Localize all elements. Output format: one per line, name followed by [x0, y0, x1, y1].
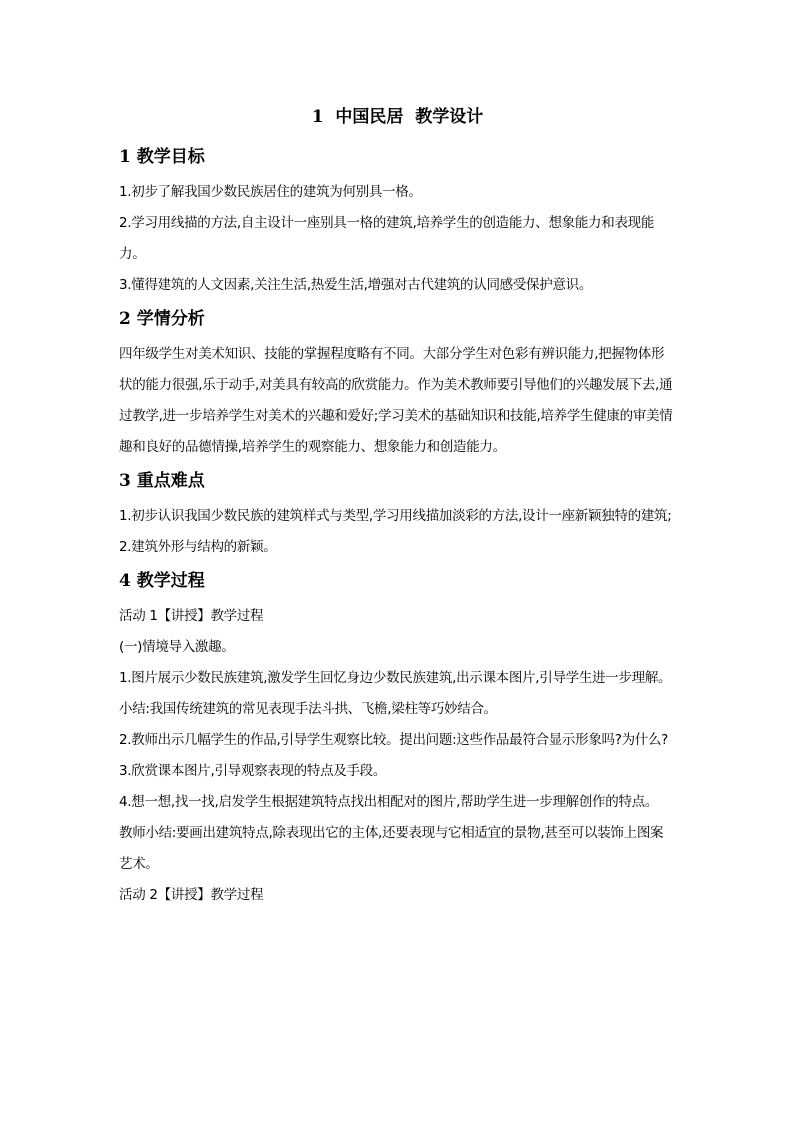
paragraph: 3.欣赏课本图片,引导观察表现的特点及手段。 — [119, 763, 387, 779]
paragraph: 1.初步了解我国少数民族居住的建筑为何别具一格。 — [119, 184, 422, 200]
paragraph: 3.懂得建筑的人文因素,关注生活,热爱生活,增强对古代建筑的认同感受保护意识。 — [119, 277, 593, 293]
section-teaching-process — [119, 569, 676, 911]
paragraph: 1.图片展示少数民族建筑,激发学生回忆身边少数民族建筑,出示课本图片,引导学生进一步理解。 — [119, 670, 672, 686]
section-heading: 2 学情分析 — [119, 309, 205, 329]
paragraph: 教师小结:要画出建筑特点,除表现出它的主体,还要表现与它相适宜的景物,甚至可以装饰上图案艺术。 — [119, 825, 664, 872]
section-heading: 3 重点难点 — [119, 471, 205, 491]
section-key-points — [119, 469, 676, 563]
paragraph: (一)情境导入激趣。 — [119, 639, 235, 655]
paragraph: 四年级学生对美术知识、技能的掌握程度略有不同。大部分学生对色彩有辨识能力,把握物体形状的能力很强,乐于动手,对美具有较高的欣赏能力。作为美术教师要引导他们的兴趣发展下去,通过教学,进一步培养学生对美术的兴趣和爱好;学习美术的基础知识和技能,培养学生健康的审美情趣和良好的品德情操,培养学生的观察能力、想象能力和创造能力。 — [119, 346, 673, 455]
paragraph: 小结:我国传统建筑的常见表现手法斗拱、飞檐,梁柱等巧妙结合。 — [119, 701, 497, 717]
paragraph: 1.初步认识我国少数民族的建筑样式与类型,学习用线描加淡彩的方法,设计一座新颖独特的建筑; — [119, 508, 672, 524]
section-objectives — [119, 145, 676, 301]
section-heading: 1 教学目标 — [119, 147, 205, 167]
section-heading: 4 教学过程 — [119, 571, 205, 591]
section-student-analysis — [119, 307, 676, 463]
paragraph: 4.想一想,找一找,启发学生根据建筑特点找出相配对的图片,帮助学生进一步理解创作的特点。 — [119, 794, 659, 810]
paragraph: 活动 2【讲授】教学过程 — [119, 887, 264, 903]
paragraph: 2.教师出示几幅学生的作品,引导学生观察比较。提出问题:这些作品最符合显示形象吗?为什么? — [119, 732, 669, 748]
document-title: 1 中国民居 教学设计 — [311, 107, 484, 127]
paragraph: 活动 1【讲授】教学过程 — [119, 608, 264, 624]
paragraph: 2.建筑外形与结构的新颖。 — [119, 539, 277, 555]
paragraph: 2.学习用线描的方法,自主设计一座别具一格的建筑,培养学生的创造能力、想象能力和表现能力。 — [119, 215, 655, 262]
